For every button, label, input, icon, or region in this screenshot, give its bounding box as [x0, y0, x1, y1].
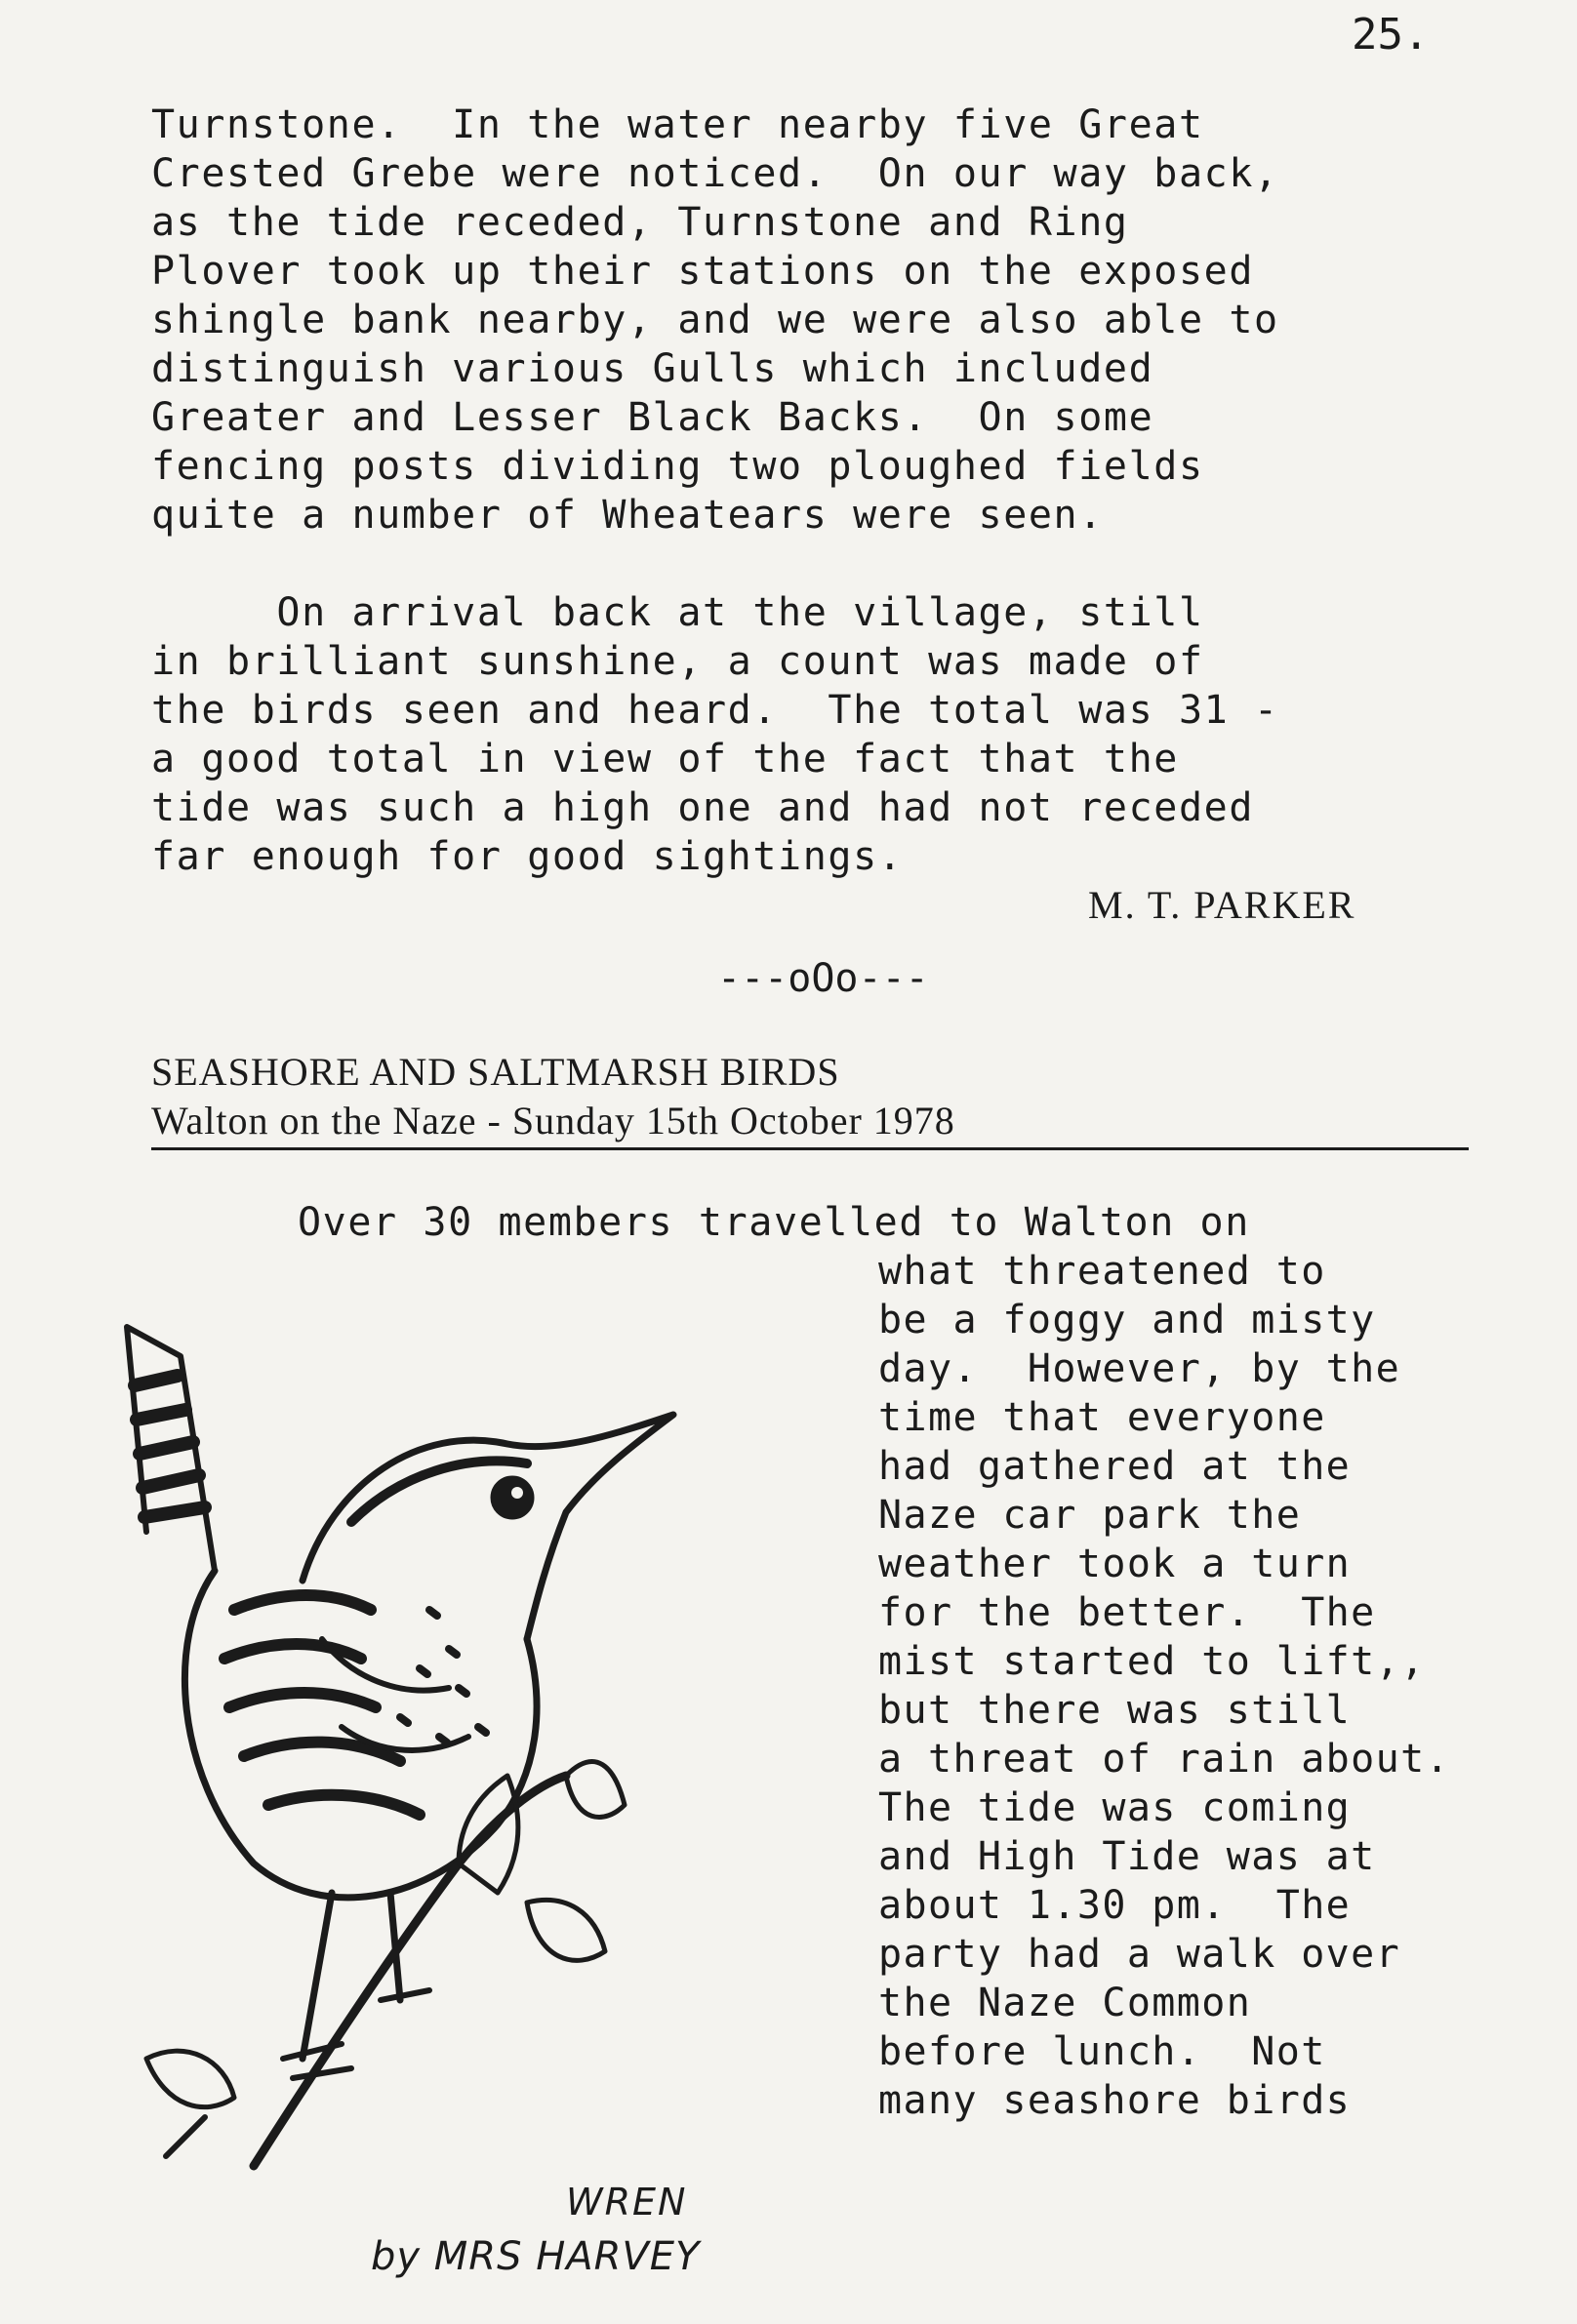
text-line: Over 30 members travelled to Walton on [298, 1200, 1250, 1245]
illustration-credit: by MRS HARVEY [371, 2234, 701, 2279]
text-line: The tide was coming [878, 1785, 1352, 1830]
text-line: weather took a turn [878, 1542, 1352, 1586]
text-line: Crested Grebe were noticed. On our way back, [151, 151, 1279, 196]
text-line: the Naze Common [878, 1981, 1252, 2025]
text-line: a threat of rain about. [878, 1737, 1451, 1782]
text-line: Greater and Lesser Black Backs. On some [151, 395, 1154, 440]
page-number: 25. [1352, 10, 1430, 60]
text-line: Naze car park the [878, 1493, 1302, 1538]
article-title: SEASHORE AND SALTMARSH BIRDS [151, 1050, 840, 1094]
text-line: shingle bank nearby, and we were also able to [151, 298, 1279, 342]
text-line: in brilliant sunshine, a count was made of [151, 639, 1204, 684]
text-line: tide was such a high one and had not receded [151, 785, 1255, 830]
text-line: fencing posts dividing two ploughed fields [151, 444, 1204, 489]
text-line: mist started to lift,, [878, 1639, 1426, 1684]
section-divider: ---oOo--- [717, 956, 929, 1001]
text-line: far enough for good sightings. [151, 834, 904, 879]
text-line: for the better. The [878, 1590, 1376, 1635]
text-line: and High Tide was at [878, 1834, 1376, 1879]
text-line: day. However, by the [878, 1346, 1401, 1391]
text-line: On arrival back at the village, still [151, 590, 1204, 635]
text-line: party had a walk over [878, 1932, 1401, 1977]
text-line: but there was still [878, 1688, 1352, 1733]
text-line: as the tide receded, Turnstone and Ring [151, 200, 1129, 245]
illustration-title: WREN [566, 2181, 688, 2224]
text-line: quite a number of Wheatears were seen. [151, 493, 1104, 538]
text-line: the birds seen and heard. The total was 31 - [151, 688, 1279, 733]
text-line: before lunch. Not [878, 2029, 1326, 2074]
text-line: distinguish various Gulls which included [151, 346, 1154, 391]
wren-illustration [107, 1317, 849, 2176]
text-line: Plover took up their stations on the exposed [151, 249, 1255, 294]
text-line: time that everyone [878, 1395, 1326, 1440]
text-line: a good total in view of the fact that the [151, 737, 1179, 781]
text-line: had gathered at the [878, 1444, 1352, 1489]
text-line: about 1.30 pm. The [878, 1883, 1352, 1928]
text-line: many seashore birds [878, 2078, 1352, 2123]
text-line: be a foggy and misty [878, 1298, 1376, 1342]
article-subtitle: Walton on the Naze - Sunday 15th October 1978 [151, 1098, 1469, 1150]
text-line: what threatened to [878, 1249, 1326, 1294]
article-author: M. T. PARKER [1088, 883, 1356, 927]
text-line: Turnstone. In the water nearby five Great [151, 102, 1204, 147]
